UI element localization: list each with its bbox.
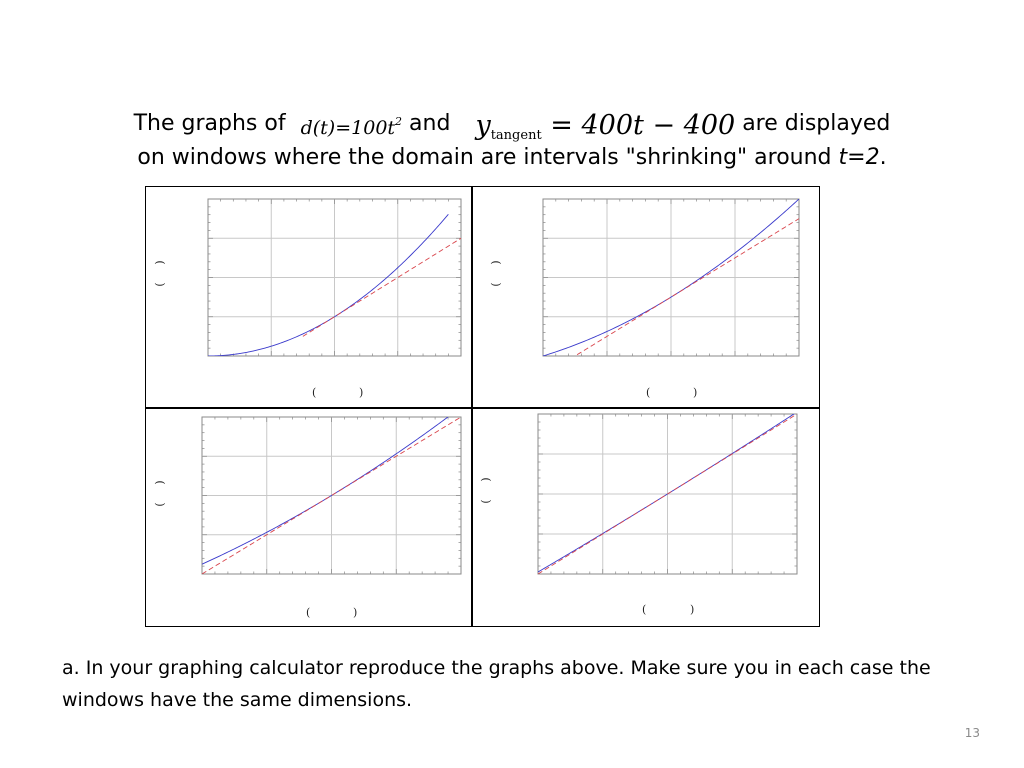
- equation-distance: $d(t)=100t^2$: [300, 115, 403, 139]
- title-line2-text: on windows where the domain are intervals "shrinking" around: [137, 145, 839, 170]
- panel-1-ylabel-open: (: [153, 260, 167, 265]
- panel-4-xlabel-open: (: [642, 603, 647, 616]
- panel-3-ylabel-close: ): [153, 502, 167, 507]
- panel-4-ylabel-open: (: [479, 477, 493, 482]
- panel-3-xlabel-close: ): [353, 606, 358, 619]
- title-line-2: on windows where the domain are intervals "shrinking" around t=2.: [137, 145, 887, 170]
- title-line-1: [0, 104, 1024, 146]
- title-prefix: The graphs of: [133, 111, 286, 136]
- panel-1-xlabel-close: ): [359, 386, 364, 399]
- title-and: and: [409, 111, 451, 136]
- panel-1-ylabel-close: ): [153, 282, 167, 287]
- title-point: t=2: [838, 145, 880, 170]
- equation-tangent: $y_{tangent} = 400t - 400$: [475, 110, 736, 143]
- panel-2-xlabel-close: ): [693, 386, 698, 399]
- instructions-text: a. In your graphing calculator reproduce the graphs above. Make sure you in each case the windows have the same dimensions.: [62, 657, 931, 711]
- panel-2-ylabel-close: ): [489, 282, 503, 287]
- panel-3-xlabel-open: (: [306, 606, 311, 619]
- graph-panel-3: [202, 417, 461, 574]
- graph-panel-2: [543, 199, 799, 356]
- panel-3-ylabel-open: (: [153, 480, 167, 485]
- graph-panel-4: [538, 414, 797, 574]
- page-number: 13: [964, 726, 980, 740]
- panel-2-ylabel-open: (: [489, 260, 503, 265]
- panel-1-xlabel-open: (: [312, 386, 317, 399]
- panel-4-ylabel-close: ): [479, 499, 493, 504]
- panel-4-xlabel-close: ): [690, 603, 695, 616]
- title-suffix: are displayed: [742, 111, 891, 136]
- graph-panel-1: [208, 199, 461, 356]
- panel-divider-horizontal: [146, 407, 819, 409]
- panel-2-xlabel-open: (: [646, 386, 651, 399]
